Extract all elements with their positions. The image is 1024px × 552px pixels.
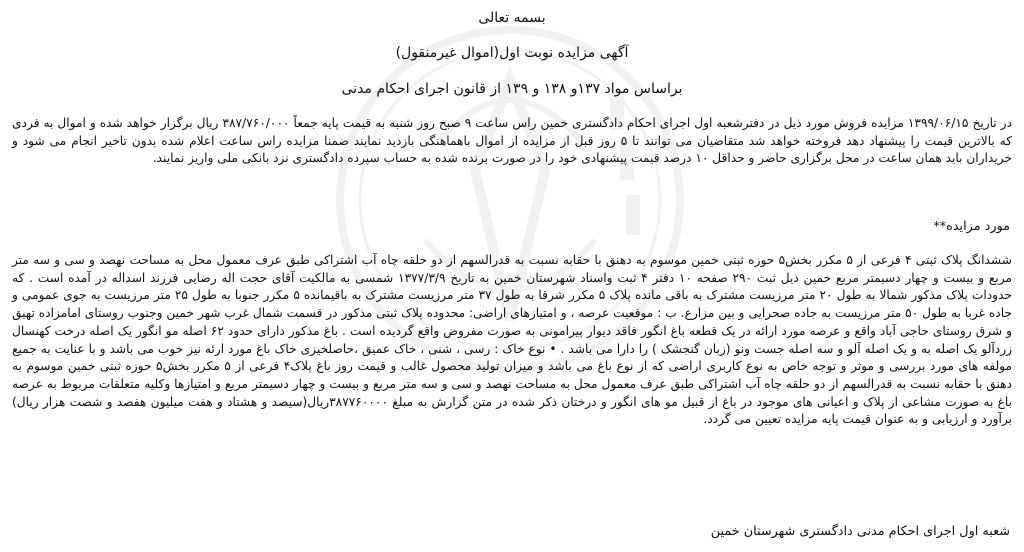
auction-item-heading: مورد مزایده** (933, 219, 1010, 234)
issuer-signature-line: شعبه اول اجرای احکام مدنی دادگستری شهرستان خمین (710, 524, 1010, 539)
auction-item-paragraph: ششدانگ پلاک ثبتی ۴ فرعی از ۵ مکرر بخش۵ حوزه ثبتی خمین موسوم به دهنق با حقابه نسبت به قدرالسهم از دو حلقه چاه آب اشتراکی طبق عرف معمول محل به مساحت نهصد و سی و سه متر مربع و بیست و چهار دسیمتر مربع خمین ذیل ثبت ۲۹۰ صفحه ۱۰ دفتر ۴ ثبت واسناد شهرستان خمین به تاریخ ۱۳۷۷/۳/۹ شمسی به مالکیت آقای حجت اله رضایی فرزند اسداله در آمده است . که حدودات پلاک مذکور شمالا به طول ۲۰ متر مرزیست مشترک به باقی مانده پلاک ۵ مکرر شرقا به طول ۳۷ متر مرزیست مشترک به باقیمانده ۵ مکرر جنوبا به طول ۲۵ متر مرزیست به جوی عمومی و جاده غربا به طول ۵۰ متر مرزیست به جاده صحرایی و بین مزارع. ب : موقعیت عرصه ، و امتیازهای اراضی: محدوده پلاک ثبتی مذکور در قسمت شمال غرب شهر خمین وجنوب روستای امامزاده تهیق و شرق روستای حاجی آباد واقع و عرصه مورد ارائه در یک قطعه باغ انگور فاقد دیوار پیرامونی به صورت مفروض واقع گردیده است . باغ مذکور دارای حدود ۶۲ اصله مو انگور یک اصله درخت کهنسال زردآلو یک اصله به و یک اصله آلو و سه اصله جست ونو (زبان گنجشک ) را دارا می باشد . • نوع خاک : رسی ، شنی ، خاک عمیق ،حاصلخیزی خاک باغ مورد ارئه نیز خوب می باشد و با عنایت به جمیع مولفه های مورد بررسی و موثر و توجه خاص به نوع کاربری اراضی که از نوع باغ می باشد و میزان تولید محصول غالب و قیمت روز باغ پلاک۴ فرعی از ۵ مکرر بخش۵ حوزه ثبتی خمین موسوم به دهنق با حقابه نسبت به قدرالسهم از دو حلقه چاه آب اشتراکی طبق عرف معمول محل به مساحت نهصد و سی و سه متر مربع و بیست و چهار دسیمتر مربع و امتیازها وکلیه متعلقات مربوط به عرصه باغ به صورت مشاعی از پلاک و اعیانی های موجود در باغ از قبیل مو های انگور و درختان ذکر شده در متن گزارش به مبلغ ۳۸۷۷۶۰۰۰۰ریال(سیصد و هشتاد و هفت میلیون هفصد و شصت هزار ریال) برآورد و ارزیابی و به عنوان قیمت پایه مزایده تعیین می گردد. (12, 253, 1013, 427)
notice-title: آگهی مزایده نوبت اول(اموال غیرمنقول) (395, 45, 629, 61)
intro-paragraph: در تاریخ ۱۳۹۹/۰۶/۱۵ مزایده فروش مورد ذیل در دفترشعبه اول اجرای احکام دادگستری خمین راس ساعت ۹ صبح روز شنبه به قیمت پایه جمعاً ۳۸۷/۷۶۰/۰۰۰ ریال برگزار خواهد شده و اموال به فردی که بالاترین قیمت را پیشنهاد دهد فروخته خواهد شد متقاضیان می توانند تا ۵ روز قبل از مزایده از اموال باهماهنگی بازدید نمایند ضمنا مزایده راس ساعت اعلام شده بدون تاخیر انجام می شود و خریداران باید همان ساعت در محل برگزاری حاضر و حداقل ۱۰ درصد قیمت پیشنهادی خود را در صورت برنده شده به حساب سپرده دادگستری نزد بانکی ملی واریز نمایند. (12, 116, 1013, 166)
legal-basis-line: براساس مواد ۱۳۷و ۱۳۸ و ۱۳۹ از قانون اجرای احکام مدنی (341, 81, 683, 97)
basmala-heading: بسمه تعالی (478, 10, 546, 26)
